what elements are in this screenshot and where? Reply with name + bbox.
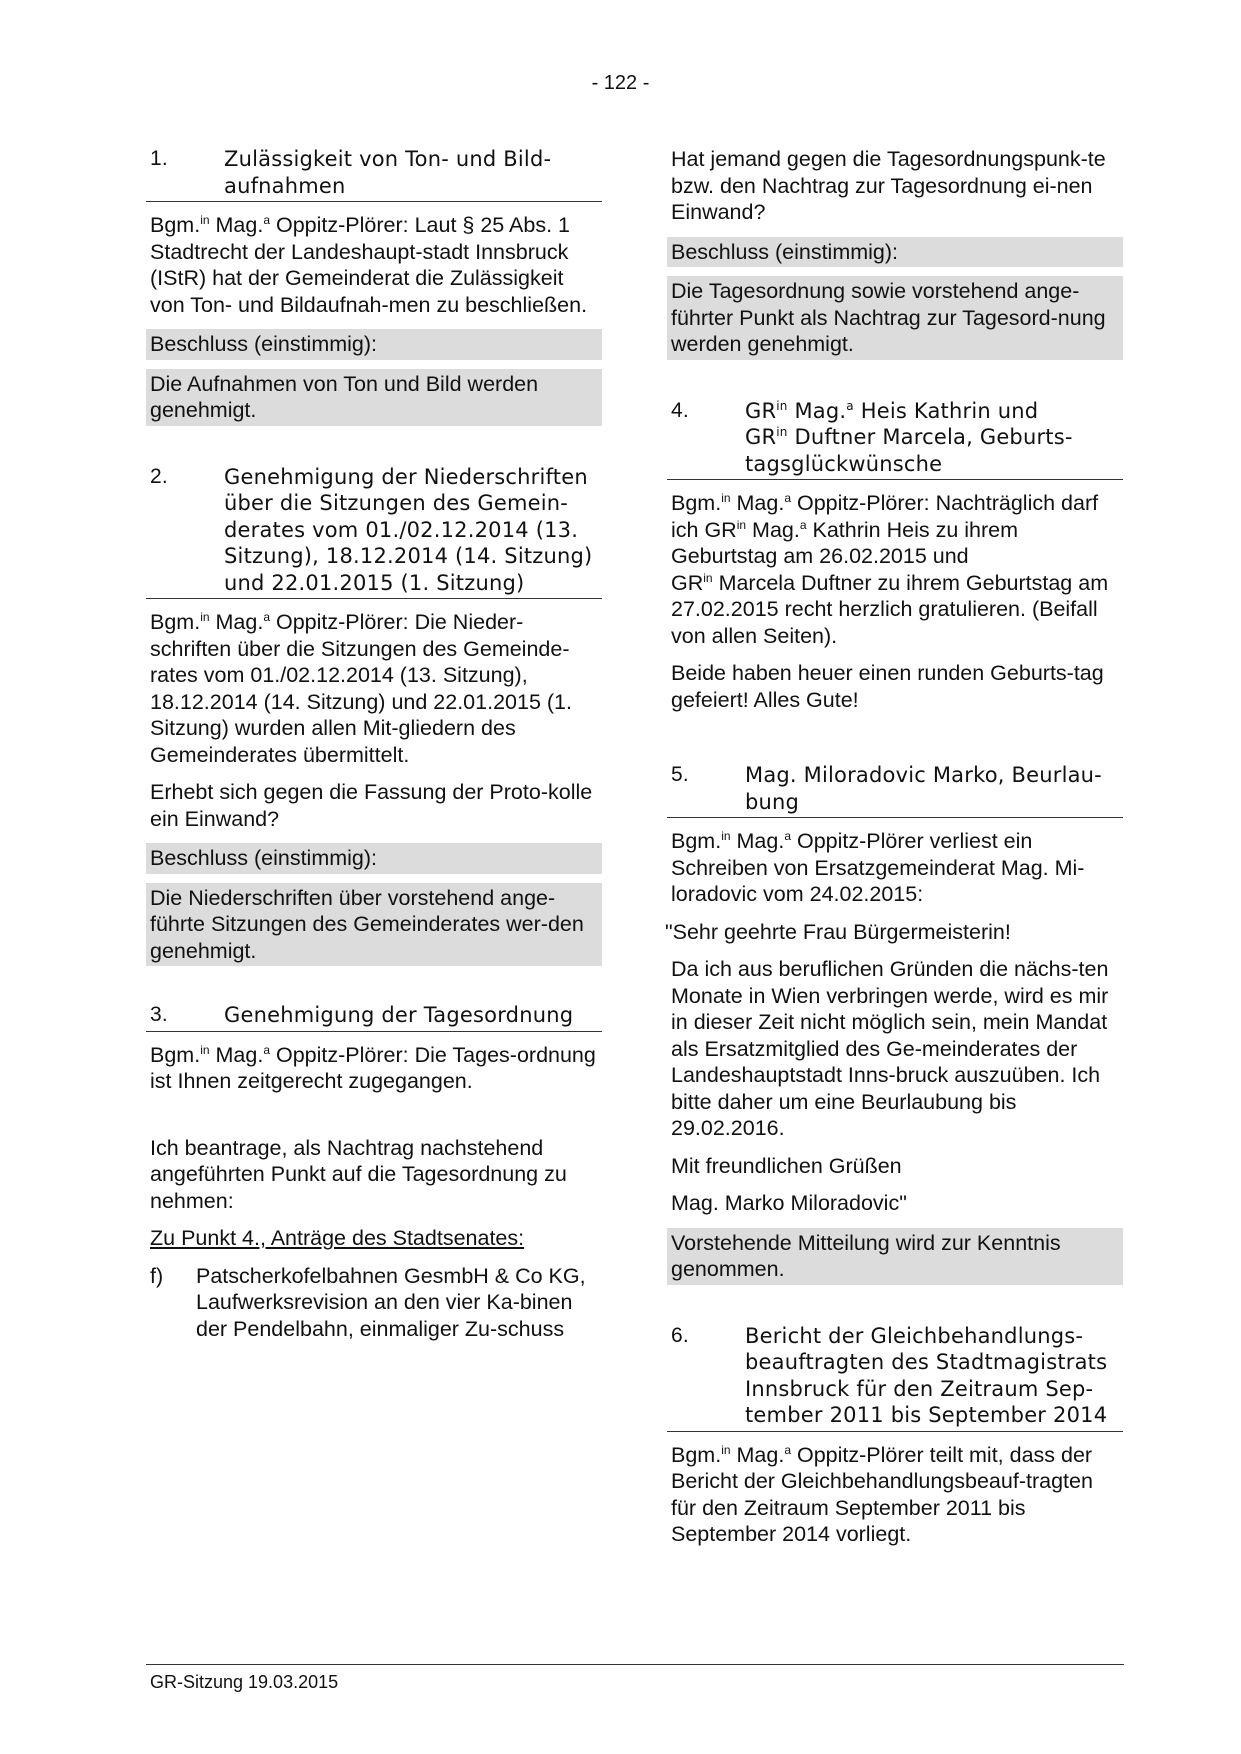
- paragraph: Hat jemand gegen die Tagesordnungspunk-te bzw. den Nachtrag zur Tagesordnung ei-nen Einwand?: [671, 147, 1106, 224]
- paragraph: Ich beantrage, als Nachtrag nachstehend angeführten Punkt auf die Tagesordnung zu nehmen:: [150, 1135, 567, 1213]
- section-heading-6: [667, 1323, 1123, 1432]
- section-heading-5: [667, 762, 1123, 818]
- beschluss-result: Die Tagesordnung sowie vorstehend ange-führter Punkt als Nachtrag zur Tagesord-nung werden genehmigt.: [667, 276, 1123, 360]
- beschluss-label: Beschluss (einstimmig):: [146, 843, 602, 874]
- agenda-subheading: Zu Punkt 4., Anträge des Stadtsenates:: [150, 1226, 525, 1250]
- paragraph: Beide haben heuer einen runden Geburts-tag gefeiert! Alles Gute!: [671, 661, 1104, 712]
- paragraph: Bgm.$^{in}$ Mag.$^a$ Oppitz-Plörer: Die Tages-ordnung ist Ihnen zeitgerecht zugegangen.: [150, 1042, 596, 1093]
- section-number: 5.: [671, 763, 689, 786]
- section-title: Genehmigung der Niederschriften über die Sitzungen des Gemein-derates vom 01./02.12.2014 (13. Sitzung), 18.12.2014 (14. Sitzung) und 22.01.2015 (1. Sitzung): [224, 464, 593, 595]
- section-heading-1: [146, 146, 602, 202]
- beschluss-result: Vorstehende Mitteilung wird zur Kenntnis genommen.: [667, 1228, 1123, 1285]
- left-column: [146, 146, 602, 1353]
- right-column: [667, 146, 1123, 1559]
- footer-divider: [146, 1664, 1124, 1665]
- paragraph: Bgm.$^{in}$ Mag.$^a$ Oppitz-Plörer: Nachträglich darf ich $GR^{in}$ Mag.$^a$ Kathrin Heis zu ihrem Geburtstag am 26.02.2015 und $GR^{in}$ Marcela Duftner zu ihrem Geburtstag am 27.02.2015 recht herzlich gratulieren. (Beifall von allen Seiten).: [671, 490, 1109, 648]
- section-title: $GR^{in}$ Mag.$^a$ Heis Kathrin und $GR^{in}$ Duftner Marcela, Geburts-tagsglückwünsche: [745, 398, 1073, 476]
- section-title: Bericht der Gleichbehandlungs-beauftragten des Stadtmagistrats Innsbruck für den Zeitraum Sep-tember 2011 bis September 2014: [745, 1323, 1108, 1427]
- list-item: [146, 1263, 602, 1343]
- section-title: Genehmigung der Tagesordnung: [224, 1003, 574, 1027]
- beschluss-result: Die Niederschriften über vorstehend ange-führte Sitzungen des Gemeinderates wer-den genehmigt.: [146, 883, 602, 967]
- section-heading-4: [667, 398, 1123, 481]
- section-heading-2: [146, 464, 602, 600]
- paragraph: Bgm.$^{in}$ Mag.$^a$ Oppitz-Plörer verliest ein Schreiben von Ersatzgemeinderat Mag. Mi-loradovic vom 24.02.2015:: [671, 828, 1085, 906]
- paragraph: Erhebt sich gegen die Fassung der Proto-kolle ein Einwand?: [150, 780, 593, 831]
- paragraph: Bgm.$^{in}$ Mag.$^a$ Oppitz-Plörer: Die Nieder-schriften über die Sitzungen des Gemeinde-rates vom 01./02.12.2014 (13. Sitzung), 18.12.2014 (14. Sitzung) und 22.01.2015 (1. Sitzung) wurden allen Mit-gliedern des Gemeinderates übermittelt.: [150, 609, 572, 767]
- footer-text: GR-Sitzung 19.03.2015: [150, 1672, 339, 1692]
- beschluss-label: Beschluss (einstimmig):: [146, 329, 602, 360]
- section-number: 1.: [150, 147, 168, 170]
- list-marker: f): [150, 1263, 164, 1288]
- section-number: 3.: [150, 1003, 168, 1026]
- paragraph: Bgm.$^{in}$ Mag.$^a$ Oppitz-Plörer teilt mit, dass der Bericht der Gleichbehandlungsbeauf-tragten für den Zeitraum September 2011 bis September 2014 vorliegt.: [671, 1442, 1093, 1546]
- beschluss-label: Beschluss (einstimmig):: [667, 237, 1123, 268]
- section-number: 6.: [671, 1323, 689, 1347]
- section-number: 2.: [150, 464, 168, 488]
- list-text: Patscherkofelbahnen GesmbH & Co KG, Laufwerksrevision an den vier Ka-binen der Pendelbahn, einmaliger Zu-schuss: [196, 1263, 586, 1341]
- section-title: Zulässigkeit von Ton- und Bild-aufnahmen: [224, 147, 552, 198]
- section-heading-3: [146, 1002, 602, 1032]
- paragraph: Mag. Marko Miloradovic": [671, 1191, 907, 1215]
- paragraph: Bgm.$^{in}$ Mag.$^a$ Oppitz-Plörer: Laut § 25 Abs. 1 Stadtrecht der Landeshaupt-stadt Innsbruck (IStR) hat der Gemeinderat die Zulässigkeit von Ton- und Bildaufnah-men zu beschließen.: [150, 212, 588, 317]
- paragraph: Da ich aus beruflichen Gründen die nächs-ten Monate in Wien verbringen werde, wird es mir in dieser Zeit nicht möglich sein, mein Mandat als Ersatzmitglied des Ge-meinderates der Landeshauptstadt Inns-bruck auszuüben. Ich bitte daher um eine Beurlaubung bis 29.02.2016.: [671, 957, 1109, 1140]
- section-title: Mag. Miloradovic Marko, Beurlau-bung: [745, 763, 1102, 814]
- paragraph: "Sehr geehrte Frau Bürgermeisterin!: [665, 919, 1011, 944]
- beschluss-result: Die Aufnahmen von Ton und Bild werden genehmigt.: [146, 369, 602, 426]
- paragraph: Mit freundlichen Grüßen: [671, 1153, 902, 1178]
- section-number: 4.: [671, 398, 689, 422]
- page-number: - 122 -: [591, 72, 650, 94]
